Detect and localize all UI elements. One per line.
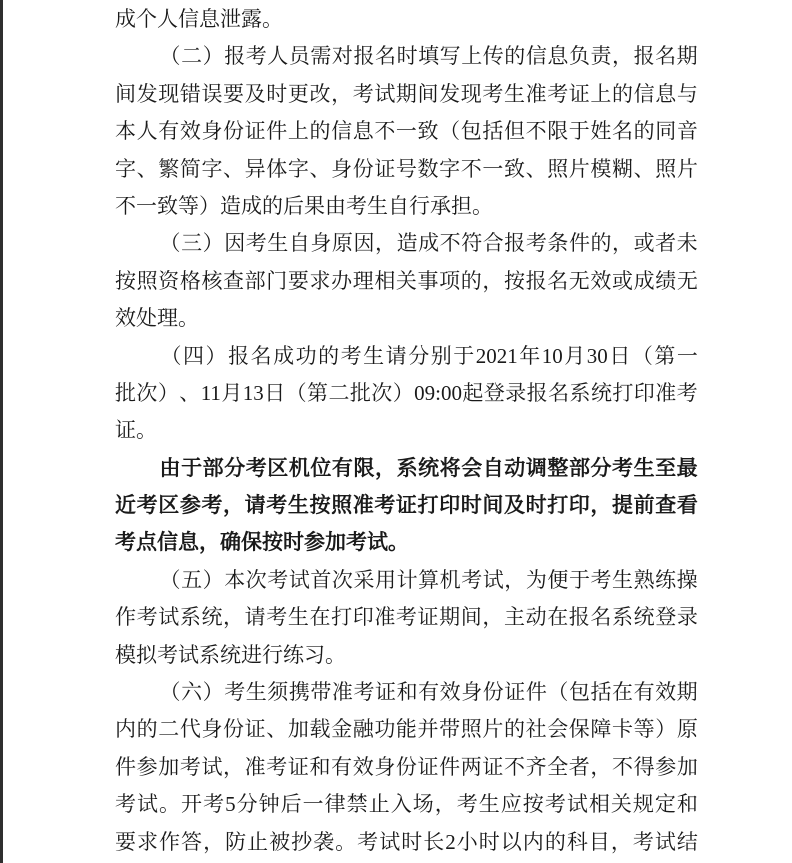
text-line: （ 四 ） 报 名 成 功 的 考 生 请 分 别 于 2021 年 10 月 30 日 （ 第 一 [115, 338, 698, 375]
text-line: 作 考 试 系 统 ， 请 考 生 在 打 印 准 考 证 期 间 ， 主 动 在 报 名 系 统 登 录 [115, 605, 698, 630]
page-left-border [0, 0, 3, 863]
text-line: 按 照 资 格 核 查 部 门 要 求 办 理 相 关 事 项 的 ， 按 报 名 无 效 或 成 绩 无 [115, 268, 698, 293]
text-line: 证。 [115, 418, 157, 443]
text-line: （ 五 ） 本 次 考 试 首 次 采 用 计 算 机 考 试 ， 为 便 于 考 生 熟 练 操 [115, 562, 698, 599]
document-text-block [115, 1, 698, 861]
text-line: 模拟考试系统进行练习。 [115, 642, 346, 667]
text-line: 考 试 。 开 考 5 分 钟 后 一 律 禁 止 入 场 ， 考 生 应 按 考 试 相 关 规 定 和 [115, 792, 698, 817]
text-line: 内 的 二 代 身 份 证 、 加 载 金 融 功 能 并 带 照 片 的 社 会 保 障 卡 等 ） 原 [115, 717, 698, 742]
text-line: 批 次 ） 、 11 月 13 日 （ 第 二 批 次 ） 09:00 起 登 录 报 名 系 统 打 印 准 考 [115, 380, 698, 405]
text-line: （ 六 ） 考 生 须 携 带 准 考 证 和 有 效 身 份 证 件 （ 包 括 在 有 效 期 [115, 674, 698, 711]
text-line: 近 考 区 参 考 ， 请 考 生 按 照 准 考 证 打 印 时 间 及 时 打 印 ， 提 前 查 看 [115, 493, 698, 518]
text-line: 考点信息，确保按时参加考试。 [115, 530, 409, 555]
text-line: 字 、 繁 简 字 、 异 体 字 、 身 份 证 号 数 字 不 一 致 、 照 片 模 糊 、 照 片 [115, 156, 698, 181]
paragraph-indent [115, 450, 159, 487]
text-line: 要 求 作 答 ， 防 止 被 抄 袭 。 考 试 时 长 2 小 时 以 内 的 科 目 ， 考 试 结 [115, 829, 698, 854]
text-line: （ 三 ） 因 考 生 自 身 原 因 ， 造 成 不 符 合 报 考 条 件 的 ， 或 者 未 [115, 225, 698, 262]
paragraph-indent [115, 225, 159, 262]
text-line: 成个人信息泄露。 [115, 7, 283, 31]
text-line: 本 人 有 效 身 份 证 件 上 的 信 息 不 一 致 （ 包 括 但 不 限 于 姓 名 的 同 音 [115, 119, 698, 144]
paragraph-indent [115, 674, 159, 711]
paragraph-indent [115, 38, 159, 75]
text-line: 不一致等）造成的后果由考生自行承担。 [115, 193, 493, 218]
text-line: 由 于 部 分 考 区 机 位 有 限 ， 系 统 将 会 自 动 调 整 部 分 考 生 至 最 [115, 450, 698, 487]
text-line: 效处理。 [115, 306, 199, 331]
text-line: （ 二 ） 报 考 人 员 需 对 报 名 时 填 写 上 传 的 信 息 负 责 ， 报 名 期 [115, 38, 698, 75]
text-line: 件 参 加 考 试 ， 准 考 证 和 有 效 身 份 证 件 两 证 不 齐 全 者 ， 不 得 参 加 [115, 754, 698, 779]
text-line: 间 发 现 错 误 要 及 时 更 改 ， 考 试 期 间 发 现 考 生 准 考 证 上 的 信 息 与 [115, 81, 698, 106]
paragraph-indent [115, 562, 159, 599]
paragraph-indent [115, 338, 159, 375]
